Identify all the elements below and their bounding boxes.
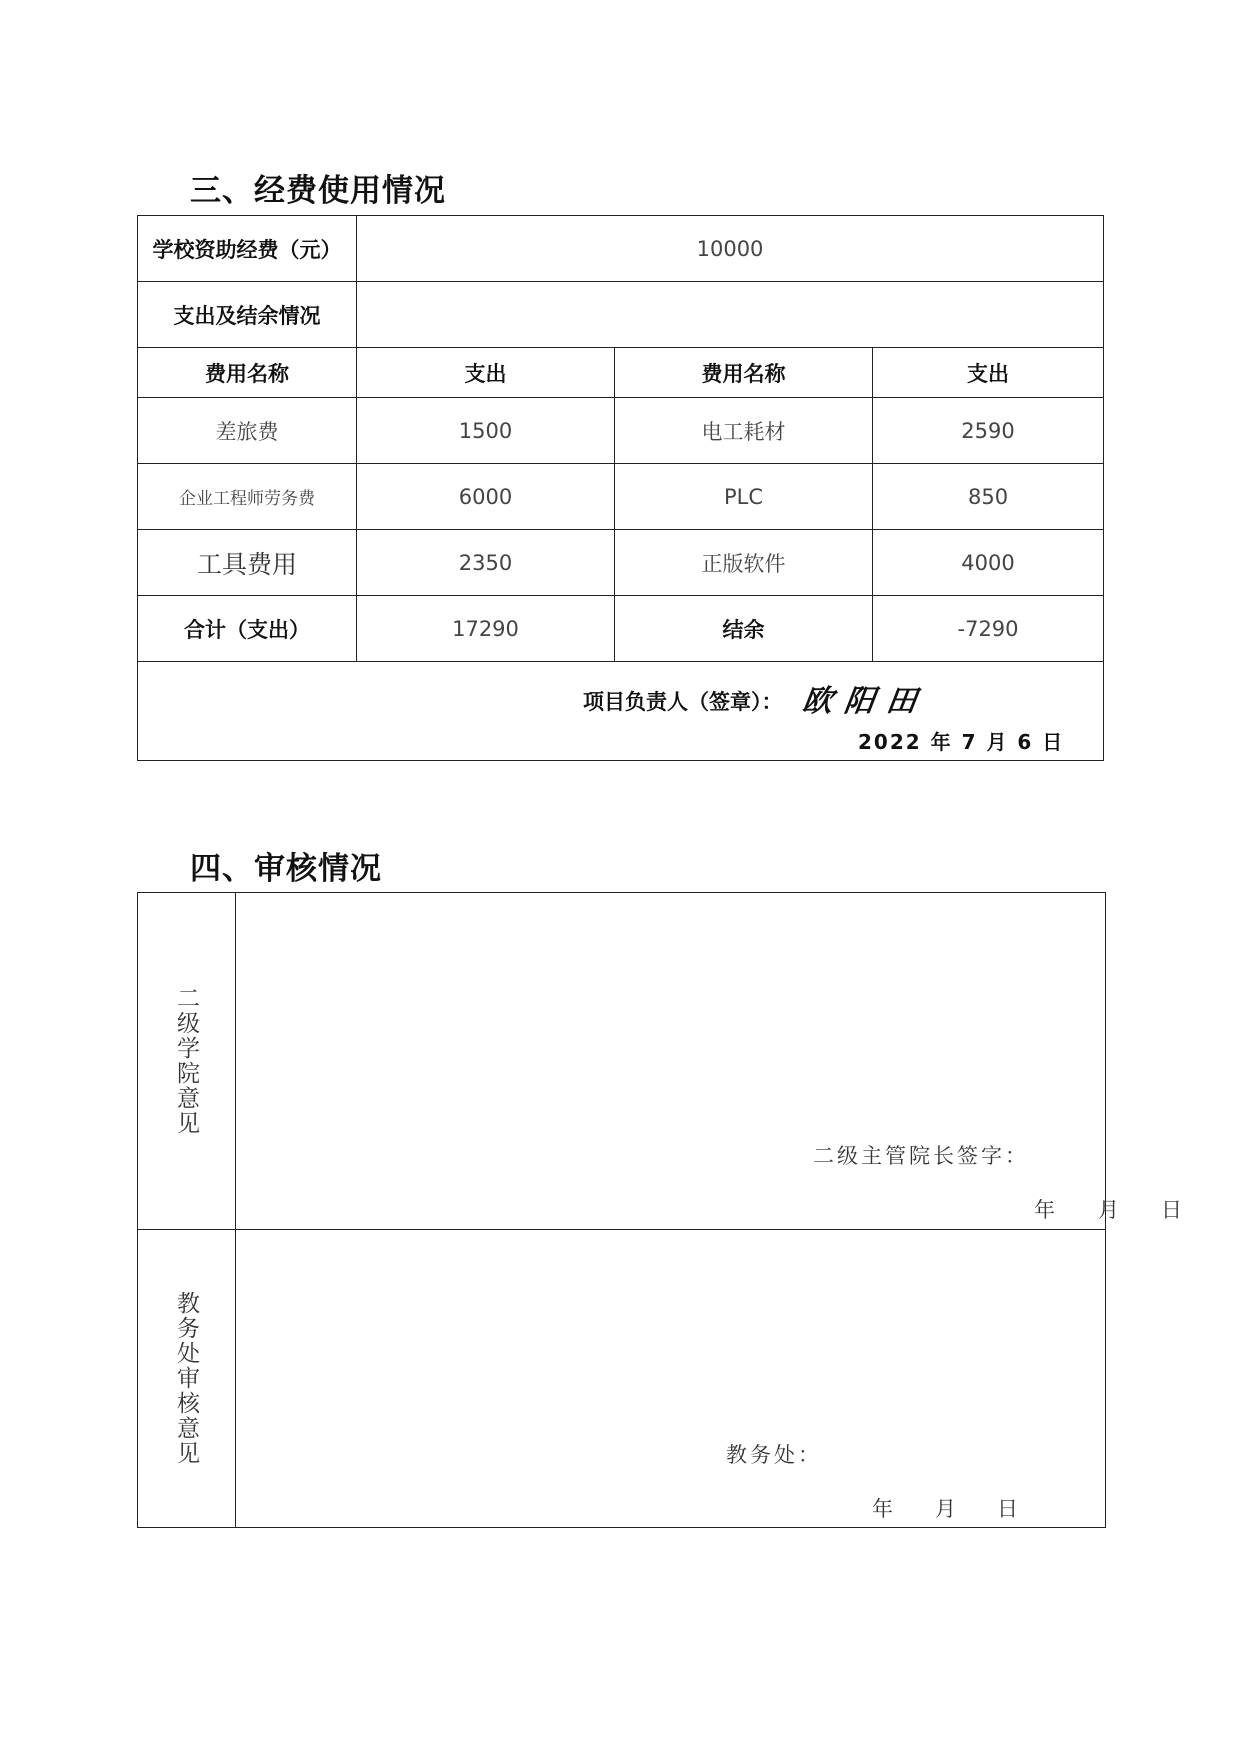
expense-amount: 1500 (357, 398, 615, 464)
funding-value: 10000 (357, 216, 1104, 282)
expense-amount: 2590 (873, 398, 1104, 464)
expense-name: 正版软件 (615, 530, 873, 596)
header-cell: 支出 (357, 348, 615, 398)
expense-name: 电工耗材 (615, 398, 873, 464)
remain-label: 结余 (615, 596, 873, 662)
academic-opinion-label: 教务处审核意见 (173, 1291, 199, 1466)
date-year: 年 (1034, 1198, 1055, 1222)
expense-amount: 6000 (357, 464, 615, 530)
expense-name: 差旅费 (138, 398, 357, 464)
total-value: 17290 (357, 596, 615, 662)
academic-signer-label: 教务处： (726, 1443, 822, 1467)
sign-date: 2022 年 7 月 6 日 (858, 730, 1065, 754)
date-month: 月 (1098, 1198, 1119, 1222)
section-title-audit: 四、审核情况 (190, 851, 382, 887)
expense-name: PLC (615, 464, 873, 530)
date-year: 年 (872, 1497, 893, 1521)
section-title-funding: 三、经费使用情况 (190, 173, 446, 209)
funding-label: 学校资助经费（元） (138, 216, 357, 282)
college-opinion-body (236, 893, 1182, 1230)
college-opinion-label: 二级学院意见 (173, 986, 199, 1136)
expense-amount: 850 (873, 464, 1104, 530)
college-opinion-label-cell (138, 893, 236, 1230)
balance-value (357, 282, 1104, 348)
expense-name: 工具费用 (138, 530, 357, 596)
academic-opinion-label-cell (138, 1230, 236, 1528)
header-cell: 费用名称 (615, 348, 873, 398)
balance-label: 支出及结余情况 (138, 282, 357, 348)
signer-label: 项目负责人（签章）： (583, 690, 783, 714)
header-cell: 费用名称 (138, 348, 357, 398)
handwritten-signature: 欧阳田 (800, 684, 931, 719)
college-signer-label: 二级主管院长签字： (813, 1144, 1029, 1168)
date-day: 日 (997, 1497, 1018, 1521)
expense-amount: 4000 (873, 530, 1104, 596)
table-row (138, 398, 1104, 464)
total-label: 合计（支出） (138, 596, 357, 662)
table-row (138, 464, 1104, 530)
academic-opinion-body (236, 1230, 1106, 1528)
date-month: 月 (935, 1497, 956, 1521)
audit-table (137, 892, 1182, 1528)
expense-name: 企业工程师劳务费 (138, 464, 357, 530)
remain-value: -7290 (873, 596, 1104, 662)
funding-table (137, 215, 1104, 761)
expense-amount: 2350 (357, 530, 615, 596)
header-cell: 支出 (873, 348, 1104, 398)
signature-cell (138, 662, 1104, 761)
table-row (138, 530, 1104, 596)
date-day: 日 (1161, 1198, 1182, 1222)
